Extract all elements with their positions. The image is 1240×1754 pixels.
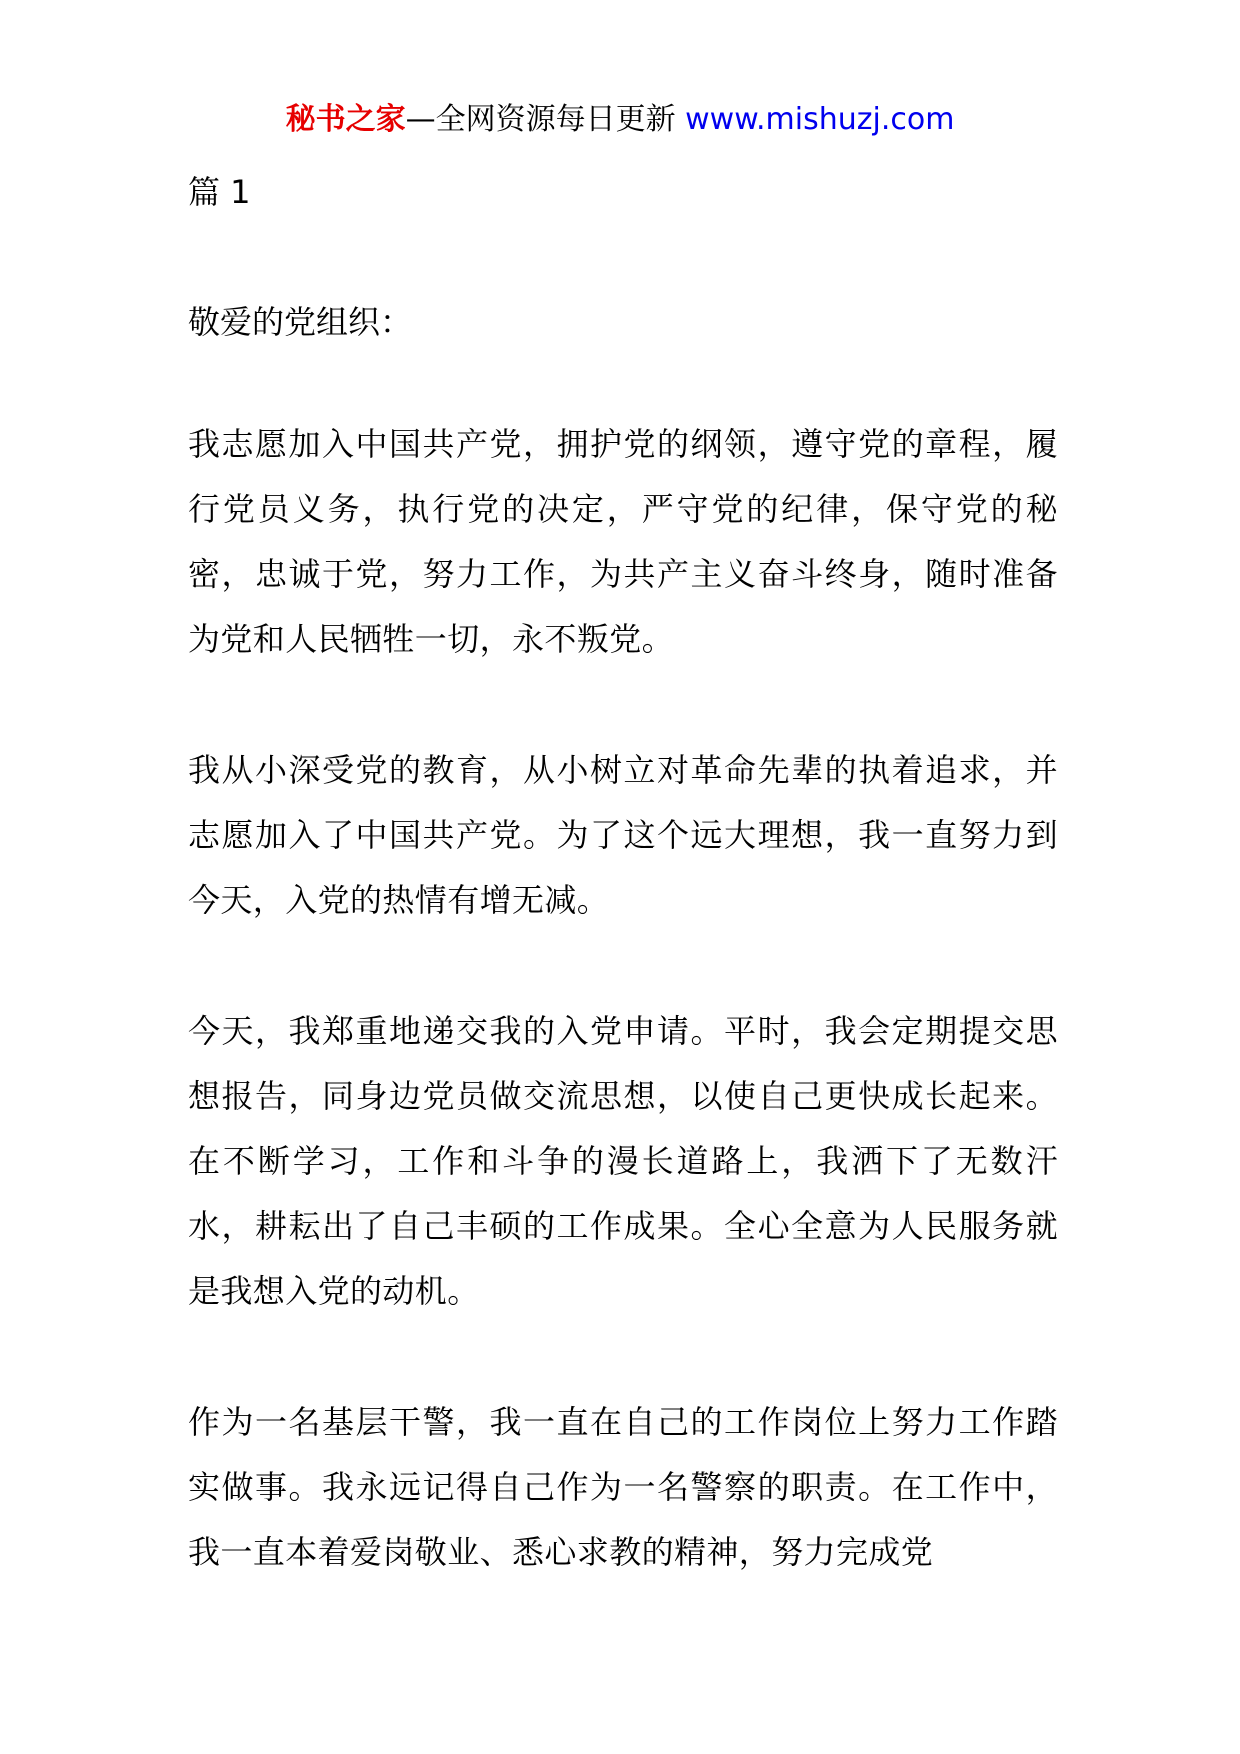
paragraph-2: 我从小深受党的教育，从小树立对革命先辈的执着追求，并志愿加入了中国共产党。为了这个远大理想，我一直努力到今天，入党的热情有增无减。 <box>188 751 1058 919</box>
paragraph-3: 今天，我郑重地递交我的入党申请。平时，我会定期提交思想报告，同身边党员做交流思想，以使自己更快成长起来。在不断学习，工作和斗争的漫长道路上，我洒下了无数汗水，耕耘出了自己丰硕的工作成果。全心全意为人民服务就是我想入党的动机。 <box>188 1012 1058 1310</box>
site-url-link[interactable]: www.mishuzj.com <box>685 102 955 137</box>
site-brand: 秘书之家 <box>285 102 406 137</box>
site-header <box>0 98 1240 142</box>
section-title: 篇 1 <box>188 173 251 211</box>
paragraph-1: 我志愿加入中国共产党，拥护党的纲领，遵守党的章程，履行党员义务，执行党的决定，严守党的纪律，保守党的秘密，忠诚于党，努力工作，为共产主义奋斗终身，随时准备为党和人民牺牲一切，永不叛党。 <box>188 425 1058 658</box>
paragraph-4: 作为一名基层干警，我一直在自己的工作岗位上努力工作踏实做事。我永远记得自己作为一名警察的职责。在工作中，我一直本着爱岗敬业、悉心求教的精神，努力完成党 <box>188 1403 1058 1571</box>
document-body <box>188 168 1058 1585</box>
site-tagline: —全网资源每日更新 <box>405 102 686 137</box>
salutation: 敬爱的党组织： <box>188 303 413 341</box>
